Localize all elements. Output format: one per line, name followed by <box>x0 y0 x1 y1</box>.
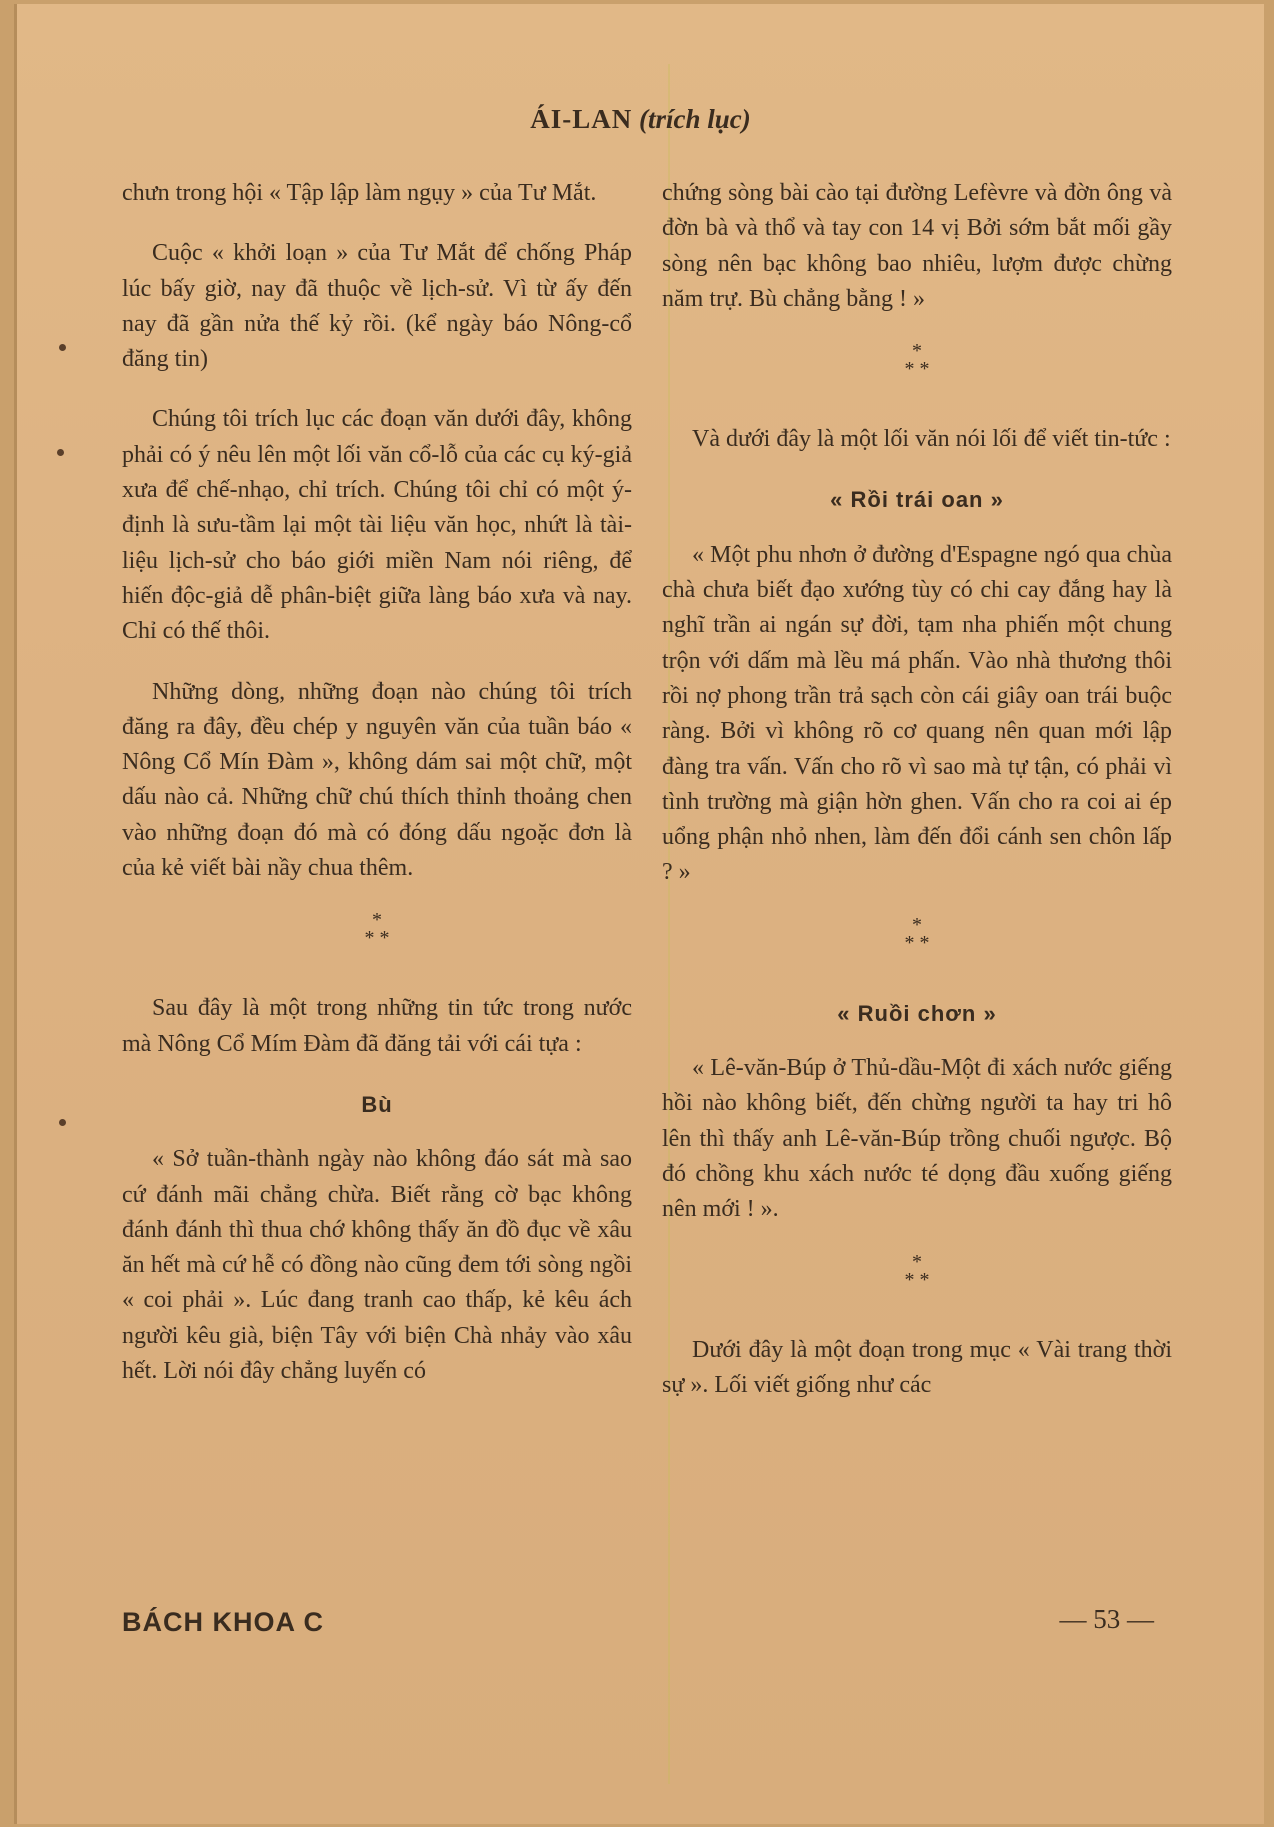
paragraph: Cuộc « khởi loạn » của Tư Mắt để chống Pháp lúc bấy giờ, nay đã thuộc về lịch-sử. Vì từ ấy đến nay đã gần nửa thế kỷ rồi. (kể ngày báo Nông-cổ đăng tin) <box>122 240 632 373</box>
separator-star-bottom: * * <box>904 1268 930 1291</box>
article-subtitle: (trích lục) <box>639 104 751 134</box>
separator-star-bottom: * * <box>904 358 930 381</box>
right-column <box>662 176 1172 1428</box>
paragraph: Chúng tôi trích lục các đoạn văn dưới đây, không phải có ý nêu lên một lối văn cổ-lỗ của các cụ ký-giả xưa để chế-nhạo, chỉ trích. Chúng tôi chỉ có một ý-định là sưu-tầm lại một tài liệu văn học, nhứt là tài-liệu lịch-sử cho báo giới miền Nam nói riêng, để hiến độc-giả dễ phân-biệt giữa làng báo xưa và nay. Chỉ có thế thôi. <box>122 406 632 645</box>
separator-star-top: * <box>912 1250 922 1273</box>
paragraph: Những dòng, những đoạn nào chúng tôi trích đăng ra đây, đều chép y nguyên văn của tuần báo « Nông Cổ Mín Đàm », không dám sai một chữ, một dấu nào cả. Những chữ chú thích thỉnh thoảng chen vào những đoạn đó mà có đóng dấu ngoặc đơn là của kẻ viết bài nầy chua thêm. <box>122 678 632 882</box>
ink-speck <box>59 344 66 351</box>
subheading: Bù <box>361 1091 393 1117</box>
page-header <box>17 104 1264 135</box>
ink-speck <box>57 449 64 456</box>
paragraph: chưn trong hội « Tập lập làm ngụy » của Tư Mắt. <box>122 180 597 206</box>
page-number: — 53 — <box>1059 1604 1154 1634</box>
section-separator <box>662 340 1172 381</box>
separator-star-bottom: * * <box>904 931 930 954</box>
paragraph: Sau đây là một trong những tin tức trong nước mà Nông Cổ Mím Đàm đã đăng tải với cái tựa : <box>122 995 632 1057</box>
article-title: ÁI-LAN <box>530 104 633 134</box>
subheading: « Rồi trái oan » <box>830 487 1004 513</box>
paragraph: « Lê-văn-Búp ở Thủ-dầu-Một đi xách nước giếng hồi nào không biết, đến chừng người ta hay tri hô lên thì thấy anh Lê-văn-Búp trồng chuối ngược. Bộ đó chồng khu xách nước té dọng đầu xuống giếng nên mới ! ». <box>662 1055 1172 1223</box>
separator-star-bottom: * * <box>364 927 390 950</box>
subheading: « Ruồi chơn » <box>837 1000 997 1026</box>
section-separator <box>662 913 1172 954</box>
left-column <box>122 176 632 1414</box>
separator-star-top: * <box>912 913 922 936</box>
paragraph: chứng sòng bài cào tại đường Lefèvre và đờn ông và đờn bà và thổ và tay con 14 vị Bởi sớm bắt mối gầy sòng nên bạc không bao nhiêu, lượm được chừng năm trự. Bù chẳng bằng ! » <box>662 180 1172 312</box>
ink-speck <box>59 1119 66 1126</box>
separator-star-top: * <box>372 909 382 932</box>
section-separator <box>122 909 632 950</box>
section-separator <box>662 1250 1172 1291</box>
paragraph: « Một phu nhơn ở đường d'Espagne ngó qua chùa chà chưa biết đạo xướng tùy có chi cay đắng hay là nghĩ trần ai ngán sự đời, tạm nha phiến một chung trộn với dấm mà lều má phấn. Vào nhà thương thôi rồi nợ phong trần trả sạch còn cái giây oan trái buộc ràng. Bởi vì không rõ cơ quang nên quan mới lập đàng tra vấn. Vấn cho rõ vì sao mà tự tận, có phải vì tình trường mà giận hờn ghen. Vấn cho ra coi ai ép uổng phận nhỏ nhen, làm đến đổi cánh sen chôn lấp ? » <box>662 541 1172 886</box>
magazine-name: BÁCH KHOA C <box>122 1607 324 1637</box>
separator-star-top: * <box>912 340 922 363</box>
paragraph: « Sở tuần-thành ngày nào không đáo sát mà sao cứ đánh mãi chẳng chừa. Biết rằng cờ bạc không đánh đánh thì thua chớ không thấy ăn đồ đục về xâu ăn hết mà cứ hễ có đồng nào cũng đem tới sòng ngồi « coi phải ». Lúc đang tranh cao thấp, kẻ kêu ách người kêu già, biện Tây với biện Chà nhảy vào xâu hết. Lời nói đây chẳng luyến có <box>122 1146 632 1385</box>
paragraph: Và dưới đây là một lối văn nói lối để viết tin-tức : <box>692 426 1171 453</box>
paragraph: Dưới đây là một đoạn trong mục « Vài trang thời sự ». Lối viết giống như các <box>662 1336 1172 1398</box>
document-page <box>14 4 1264 1824</box>
